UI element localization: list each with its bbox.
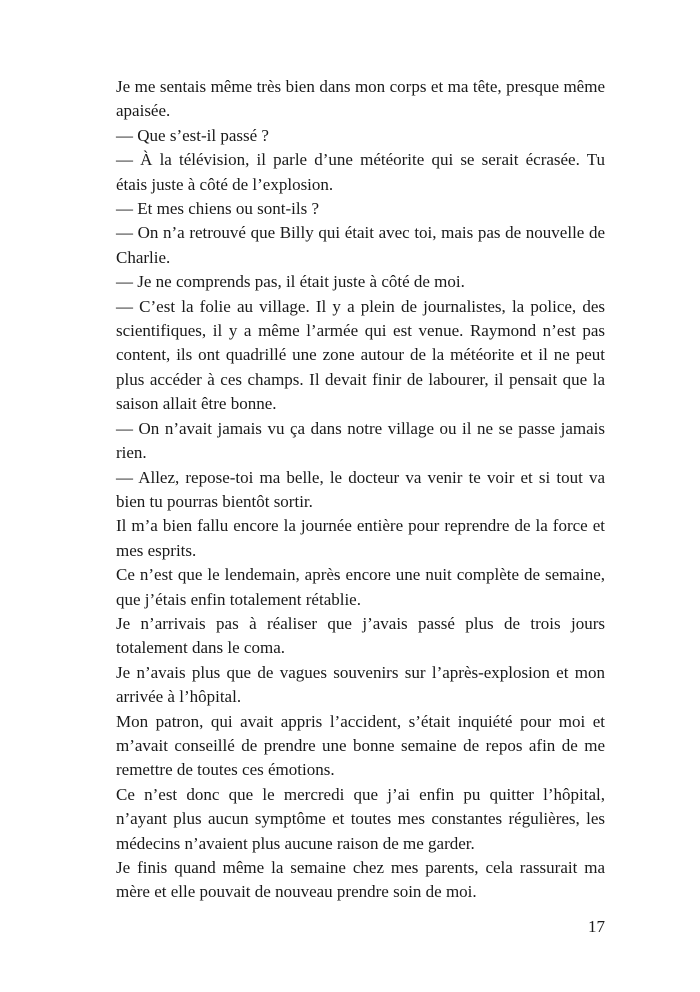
- body-text: [116, 75, 605, 905]
- page-number: 17: [588, 917, 605, 936]
- paragraph-3: — À la télévision, il parle d’une météorite qui se serait écrasée. Tu étais juste à côté de l’explosion.: [116, 150, 605, 194]
- paragraph-9: — Allez, repose-toi ma belle, le docteur va venir te voir et si tout va bien tu pourras bientôt sortir.: [116, 467, 605, 511]
- paragraph-15: Ce n’est donc que le mercredi que j’ai enfin pu quitter l’hôpital, n’ayant plus aucun symptôme et toutes mes constantes régulières, les médecins n’avaient plus aucune raison de me garder.: [116, 784, 605, 853]
- paragraph-1: Je me sentais même très bien dans mon corps et ma tête, presque même apaisée.: [116, 77, 605, 121]
- paragraph-8: — On n’avait jamais vu ça dans notre village ou il ne se passe jamais rien.: [116, 418, 605, 463]
- paragraph-2: — Que s’est-il passé ?: [116, 125, 269, 145]
- paragraph-7: — C’est la folie au village. Il y a plein de journalistes, la police, des scientifiques, il y a même l’armée qui est venue. Raymond n’est pas content, ils ont quadrillé une zone autour de la météorite et il ne peut plus accéder à ces champs. Il devait finir de labourer, il pensait que la saison allait être bonne.: [116, 296, 605, 414]
- paragraph-11: Ce n’est que le lendemain, après encore une nuit complète de semaine, que j’étais enfin totalement rétablie.: [116, 565, 605, 609]
- paragraph-5: — On n’a retrouvé que Billy qui était avec toi, mais pas de nouvelle de Charlie.: [116, 223, 605, 267]
- paragraph-4: — Et mes chiens ou sont-ils ?: [116, 199, 320, 219]
- paragraph-6: — Je ne comprends pas, il était juste à côté de moi.: [116, 272, 465, 292]
- paragraph-14: Mon patron, qui avait appris l’accident, s’était inquiété pour moi et m’avait conseillé de prendre une bonne semaine de repos afin de me remettre de toutes ces émotions.: [116, 711, 605, 780]
- paragraph-13: Je n’avais plus que de vagues souvenirs sur l’après-explosion et mon arrivée à l’hôpital.: [116, 662, 605, 707]
- paragraph-10: Il m’a bien fallu encore la journée entière pour reprendre de la force et mes esprits.: [116, 516, 605, 560]
- paragraph-12: Je n’arrivais pas à réaliser que j’avais passé plus de trois jours totalement dans le coma.: [116, 613, 605, 658]
- paragraph-16: Je finis quand même la semaine chez mes parents, cela rassurait ma mère et elle pouvait de nouveau prendre soin de moi.: [116, 858, 605, 902]
